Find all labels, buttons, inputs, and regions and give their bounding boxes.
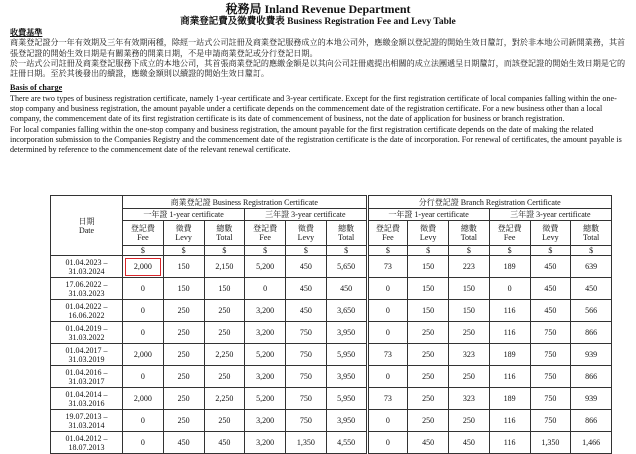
value-cell: 0 — [123, 278, 164, 300]
document-page — [0, 2, 636, 452]
value-cell: 750 — [286, 410, 327, 432]
column-header-levy — [408, 221, 449, 246]
value-cell: 0 — [123, 410, 164, 432]
value-cell: 250 — [408, 388, 449, 410]
value-cell: 250 — [163, 322, 204, 344]
currency-unit: $ — [286, 246, 327, 256]
levy-label-zh: 徵費 — [542, 224, 559, 233]
value-cell: 866 — [571, 410, 612, 432]
value-cell: 566 — [571, 300, 612, 322]
value-cell: 250 — [163, 344, 204, 366]
levy-label-en: Levy — [419, 233, 437, 242]
value-cell: 150 — [449, 278, 490, 300]
value-cell: 323 — [449, 344, 490, 366]
currency-unit: $ — [245, 246, 286, 256]
value-cell: 450 — [530, 300, 571, 322]
value-cell: 939 — [571, 388, 612, 410]
value-cell: 150 — [408, 256, 449, 278]
value-cell: 116 — [489, 410, 530, 432]
date-range-cell: 01.04.2014 – 31.03.2016 — [51, 388, 123, 410]
total-label-en: Total — [337, 233, 355, 242]
date-range-cell: 17.06.2022 – 31.03.2023 — [51, 278, 123, 300]
value-cell: 189 — [489, 388, 530, 410]
value-cell: 2,000 — [123, 344, 164, 366]
value-cell: 0 — [367, 300, 408, 322]
value-cell: 250 — [449, 366, 490, 388]
chinese-basis-section — [0, 28, 636, 79]
value-cell: 223 — [449, 256, 490, 278]
value-cell: 450 — [286, 278, 327, 300]
column-header-fee — [489, 221, 530, 246]
value-cell: 250 — [408, 322, 449, 344]
value-cell: 5,950 — [326, 388, 367, 410]
column-header-levy — [286, 221, 327, 246]
date-label-en: Date — [78, 225, 95, 235]
value-cell: 450 — [286, 256, 327, 278]
value-cell: 1,466 — [571, 432, 612, 454]
value-cell: 0 — [367, 322, 408, 344]
date-range-cell: 01.04.2019 – 31.03.2022 — [51, 322, 123, 344]
date-range-cell: 01.04.2017 – 31.03.2019 — [51, 344, 123, 366]
fee-label-en: Fee — [503, 233, 516, 242]
value-cell: 0 — [367, 410, 408, 432]
value-cell: 750 — [530, 366, 571, 388]
value-cell: 73 — [367, 256, 408, 278]
levy-label-en: Levy — [175, 233, 192, 242]
value-cell: 750 — [530, 410, 571, 432]
value-cell: 5,650 — [326, 256, 367, 278]
value-cell: 0 — [123, 366, 164, 388]
table-row — [51, 344, 612, 366]
value-cell: 3,200 — [245, 322, 286, 344]
value-cell: 250 — [408, 410, 449, 432]
value-cell: 3,200 — [245, 366, 286, 388]
value-cell: 750 — [530, 322, 571, 344]
currency-unit: $ — [449, 246, 490, 256]
fee-label-en: Fee — [137, 233, 149, 242]
column-header-total — [571, 221, 612, 246]
table-row — [51, 322, 612, 344]
value-cell: 5,950 — [326, 344, 367, 366]
table-row — [51, 256, 612, 278]
value-cell: 750 — [286, 366, 327, 388]
business-registration-group-header: 商業登記證 Business Registration Certificate — [123, 196, 368, 209]
value-cell: 0 — [489, 278, 530, 300]
currency-unit: $ — [571, 246, 612, 256]
table-row — [51, 410, 612, 432]
value-cell: 450 — [530, 256, 571, 278]
column-header-total — [326, 221, 367, 246]
value-cell: 1,350 — [286, 432, 327, 454]
value-cell: 150 — [408, 300, 449, 322]
value-cell: 73 — [367, 388, 408, 410]
english-basis-section — [0, 83, 636, 155]
value-cell: 5,200 — [245, 344, 286, 366]
value-cell: 3,950 — [326, 410, 367, 432]
currency-unit: $ — [326, 246, 367, 256]
chinese-paragraph-1: 商業登記證分一年有效期及三年有效期兩種，除經一站式公司註冊及商業登記服務成立的本地公司外，應繳金額以登記證的開始生效日釐訂，對於非本地公司新開業務，其首張登記證的開始生效日期是有關業務的開業日期，不是申請商業登記或分行登記日期。 — [10, 38, 626, 58]
chinese-heading: 收費基準 — [10, 28, 43, 37]
value-cell: 750 — [286, 322, 327, 344]
value-cell: 150 — [204, 278, 245, 300]
column-header-total — [449, 221, 490, 246]
english-paragraph-1: There are two types of business registration certificate, namely 1-year certificate and 3-year certificate. Except for the first registration certificate of local companies falling within the one-stop company and business registration, the amount payable under a certificate depends on the commencement date of the registration certificate. For a new business other than a local company, the commencement date of its first registration certificate is its date of commencement of business, not the date of application for business or branch registration. — [10, 93, 617, 124]
currency-unit: $ — [123, 246, 164, 256]
value-cell: 189 — [489, 344, 530, 366]
value-cell: 0 — [123, 432, 164, 454]
business-1yr-header: 一年證 1-year certificate — [123, 209, 245, 221]
branch-3yr-header: 三年證 3-year certificate — [489, 209, 611, 221]
fee-label-zh: 登記費 — [497, 224, 522, 233]
date-range-cell: 01.04.2016 – 31.03.2017 — [51, 366, 123, 388]
value-cell: 866 — [571, 322, 612, 344]
value-cell: 450 — [530, 278, 571, 300]
value-cell: 5,200 — [245, 256, 286, 278]
value-cell: 150 — [408, 278, 449, 300]
total-label-en: Total — [460, 233, 478, 242]
currency-unit: $ — [489, 246, 530, 256]
levy-label-en: Levy — [297, 233, 315, 242]
value-cell: 450 — [571, 278, 612, 300]
page-title: 稅務局 Inland Revenue Department — [225, 2, 411, 16]
value-cell: 250 — [163, 410, 204, 432]
column-header-fee — [245, 221, 286, 246]
value-cell: 250 — [408, 344, 449, 366]
value-cell: 3,950 — [326, 322, 367, 344]
english-heading: Basis of charge — [10, 83, 63, 93]
value-cell: 3,650 — [326, 300, 367, 322]
value-cell: 2,150 — [204, 256, 245, 278]
value-cell: 116 — [489, 300, 530, 322]
date-range-cell: 01.04.2022 – 16.06.2022 — [51, 300, 123, 322]
table-row — [51, 278, 612, 300]
levy-label-en: Levy — [542, 233, 559, 242]
value-cell: 1,350 — [530, 432, 571, 454]
value-cell: 250 — [204, 322, 245, 344]
fee-label-zh: 登記費 — [375, 224, 400, 233]
page-subtitle: 商業登記費及徵費收費表 Business Registration Fee and Levy Table — [180, 17, 456, 27]
value-cell: 4,550 — [326, 432, 367, 454]
total-label-zh: 總數 — [216, 224, 233, 233]
currency-unit: $ — [408, 246, 449, 256]
date-range-cell: 01.04.2023 – 31.03.2024 — [51, 256, 123, 278]
fee-label-zh: 登記費 — [253, 224, 278, 233]
business-3yr-header: 三年證 3-year certificate — [245, 209, 367, 221]
value-cell: 2,250 — [204, 344, 245, 366]
column-header-fee — [123, 221, 164, 246]
value-cell: 250 — [163, 366, 204, 388]
value-cell: 250 — [408, 366, 449, 388]
value-cell: 250 — [204, 300, 245, 322]
value-cell: 189 — [489, 256, 530, 278]
value-cell: 116 — [489, 322, 530, 344]
total-label-en: Total — [582, 233, 600, 242]
value-cell: 3,950 — [326, 366, 367, 388]
table-row — [51, 388, 612, 410]
levy-label-zh: 徵費 — [420, 224, 437, 233]
table-row — [51, 432, 612, 454]
currency-unit: $ — [204, 246, 245, 256]
value-cell: 866 — [571, 366, 612, 388]
total-label-zh: 總數 — [338, 224, 355, 233]
value-cell: 250 — [449, 322, 490, 344]
value-cell: 750 — [530, 388, 571, 410]
date-column-header — [51, 196, 123, 256]
column-header-total — [204, 221, 245, 246]
value-cell: 116 — [489, 366, 530, 388]
value-cell: 2,000 — [123, 388, 164, 410]
date-label-zh: 日期 — [78, 216, 95, 226]
value-cell: 0 — [123, 300, 164, 322]
total-label-zh: 總數 — [460, 224, 477, 233]
value-cell: 0 — [367, 366, 408, 388]
value-cell: 150 — [163, 256, 204, 278]
total-label-en: Total — [216, 233, 233, 242]
value-cell: 750 — [286, 344, 327, 366]
currency-unit: $ — [367, 246, 408, 256]
value-cell: 0 — [367, 432, 408, 454]
value-cell: 250 — [204, 366, 245, 388]
value-cell: 5,200 — [245, 388, 286, 410]
value-cell: 0 — [245, 278, 286, 300]
table-row — [51, 300, 612, 322]
value-cell: 3,200 — [245, 410, 286, 432]
value-cell: 450 — [408, 432, 449, 454]
levy-label-zh: 徵費 — [297, 224, 314, 233]
highlighted-fee-cell: 2,000 — [123, 256, 164, 278]
fee-label-en: Fee — [259, 233, 271, 242]
table-row — [51, 366, 612, 388]
fee-label-zh: 登記費 — [130, 224, 155, 233]
value-cell: 750 — [286, 388, 327, 410]
chinese-paragraph-2: 於一站式公司註冊及商業登記服務下成立的本地公司，其首張商業登記的應繳金額是以其向公司註冊處提出相關的成立法團遞呈日期釐訂，而該登記證的開始生效日期是它的註冊日期。至於其後發出的續證，應繳金額則以續證的開始生效日釐訂。 — [10, 58, 626, 79]
value-cell: 3,200 — [245, 432, 286, 454]
date-range-cell: 19.07.2013 – 31.03.2014 — [51, 410, 123, 432]
value-cell: 323 — [449, 388, 490, 410]
fee-label-en: Fee — [382, 233, 394, 242]
total-label-zh: 總數 — [583, 224, 600, 233]
branch-1yr-header: 一年證 1-year certificate — [367, 209, 489, 221]
value-cell: 250 — [163, 388, 204, 410]
branch-registration-group-header: 分行登記證 Branch Registration Certificate — [367, 196, 612, 209]
value-cell: 0 — [367, 278, 408, 300]
fee-levy-table — [50, 195, 612, 454]
value-cell: 750 — [530, 344, 571, 366]
value-cell: 450 — [326, 278, 367, 300]
value-cell: 150 — [449, 300, 490, 322]
column-header-fee — [367, 221, 408, 246]
levy-label-zh: 徵費 — [175, 224, 192, 233]
value-cell: 939 — [571, 344, 612, 366]
english-paragraph-2: For local companies falling within the one-stop company and business registration, the amount payable for the first registration certificate depends on the date of making the related incorporation submission to the Companies Registry and the commencement date of the registration certificate is the date of incorporation. For renewal of certificates, the amount payable is determined by reference to the commencement date of the relevant renewal certificate. — [10, 124, 622, 155]
column-header-levy — [163, 221, 204, 246]
column-header-levy — [530, 221, 571, 246]
value-cell: 2,250 — [204, 388, 245, 410]
value-cell: 639 — [571, 256, 612, 278]
value-cell: 450 — [163, 432, 204, 454]
value-cell: 250 — [204, 410, 245, 432]
value-cell: 450 — [286, 300, 327, 322]
value-cell: 450 — [449, 432, 490, 454]
value-cell: 250 — [163, 300, 204, 322]
currency-unit: $ — [530, 246, 571, 256]
value-cell: 150 — [163, 278, 204, 300]
value-cell: 3,200 — [245, 300, 286, 322]
value-cell: 73 — [367, 344, 408, 366]
date-range-cell: 01.04.2012 – 18.07.2013 — [51, 432, 123, 454]
value-cell: 0 — [123, 322, 164, 344]
value-cell: 450 — [204, 432, 245, 454]
currency-unit: $ — [163, 246, 204, 256]
value-cell: 250 — [449, 410, 490, 432]
value-cell: 116 — [489, 432, 530, 454]
